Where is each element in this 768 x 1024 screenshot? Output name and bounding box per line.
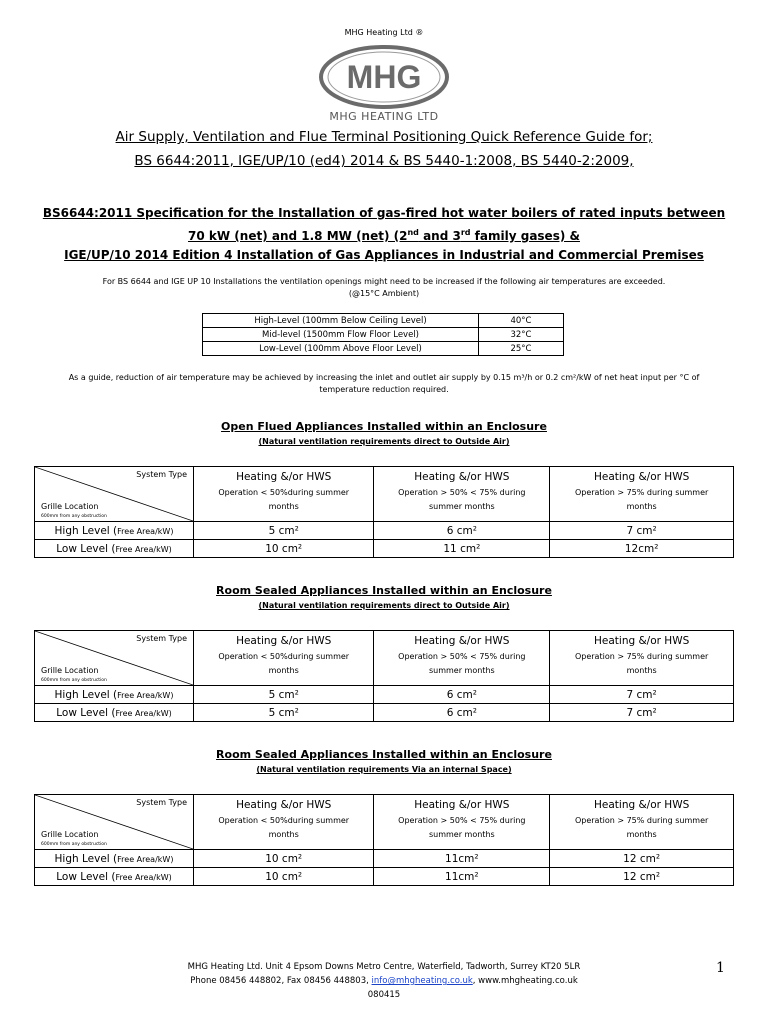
- column-header: Heating &/or HWS Operation > 75% during summer months: [550, 631, 734, 686]
- ventilation-table: [34, 630, 734, 722]
- table-row: [35, 704, 734, 722]
- table-row: [203, 314, 564, 328]
- obstruction-note: 600mm from any obstruction: [41, 514, 107, 519]
- temp-label: High-Level (100mm Below Ceiling Level): [203, 314, 479, 328]
- obstruction-note: 600mm from any obstruction: [41, 678, 107, 683]
- ventilation-table: [34, 466, 734, 558]
- table-row: [35, 686, 734, 704]
- table-row: [35, 868, 734, 886]
- logo-text: MHG: [346, 59, 422, 95]
- value-cell: 10 cm²: [194, 868, 374, 886]
- table-corner-cell: [35, 795, 194, 850]
- temp-label: Low-Level (100mm Above Floor Level): [203, 342, 479, 356]
- ambient-note: (@15°C Ambient): [348, 289, 420, 298]
- row-label-low: Low Level (Free Area/kW): [35, 540, 194, 558]
- value-cell: 11 cm²: [374, 540, 550, 558]
- value-cell: 11cm²: [374, 850, 550, 868]
- spec-heading: [30, 204, 738, 265]
- value-cell: 10 cm²: [194, 850, 374, 868]
- section-title: Room Sealed Appliances Installed within an Enclosure: [216, 748, 552, 761]
- spec-sup-rd: rd: [460, 228, 471, 237]
- value-cell: 6 cm²: [374, 704, 550, 722]
- table-row: [203, 328, 564, 342]
- system-type-label: System Type: [136, 634, 187, 643]
- section-subtitle: (Natural ventilation requirements direct to Outside Air): [258, 601, 510, 610]
- guide-title-line1: Air Supply, Ventilation and Flue Terminal Positioning Quick Reference Guide for;: [115, 129, 653, 145]
- air-reduction-note: [30, 372, 738, 396]
- footer-contact: Phone 08456 448802, Fax 08456 448803, info@mhgheating.co.uk, www.mhgheating.co.uk: [190, 976, 578, 986]
- spec-line1: BS6644:2011 Specification for the Installation of gas-fired hot water boilers of rated inputs between: [42, 206, 726, 220]
- value-cell: 12 cm²: [550, 868, 734, 886]
- row-label-high: High Level (Free Area/kW): [35, 686, 194, 704]
- column-header: Heating &/or HWS Operation > 50% < 75% during summer months: [374, 631, 550, 686]
- column-header: Heating &/or HWS Operation > 50% < 75% during summer months: [374, 795, 550, 850]
- section-title: Room Sealed Appliances Installed within an Enclosure: [216, 584, 552, 597]
- spec-sup-nd: nd: [407, 228, 419, 237]
- ventilation-table: [34, 794, 734, 886]
- obstruction-note: 600mm from any obstruction: [41, 842, 107, 847]
- table-row: [35, 850, 734, 868]
- value-cell: 5 cm²: [194, 704, 374, 722]
- air-reduction-line2: temperature reduction required.: [319, 385, 449, 394]
- table-header-row: [35, 467, 734, 522]
- value-cell: 7 cm²: [550, 704, 734, 722]
- footer-address: MHG Heating Ltd. Unit 4 Epsom Downs Metro Centre, Waterfield, Tadworth, Surrey KT20 5LR: [187, 962, 581, 972]
- section-title: Open Flued Appliances Installed within an Enclosure: [221, 420, 547, 433]
- column-header: Heating &/or HWS Operation < 50%during summer months: [194, 795, 374, 850]
- air-reduction-line1: As a guide, reduction of air temperature may be achieved by increasing the inlet and outlet air supply by 0.15 m³/h or 0.2 cm²/kW of net heat input per °C of: [68, 373, 700, 382]
- grille-location-label: Grille Location: [41, 502, 99, 511]
- column-header: Heating &/or HWS Operation < 50%during summer months: [194, 467, 374, 522]
- value-cell: 7 cm²: [550, 522, 734, 540]
- spec-line2-a: 70 kW (net) and 1.8 MW (net) (2: [188, 229, 408, 243]
- table-corner-cell: [35, 631, 194, 686]
- row-label-high: High Level (Free Area/kW): [35, 522, 194, 540]
- temperature-note: [30, 276, 738, 300]
- row-label-low: Low Level (Free Area/kW): [35, 868, 194, 886]
- table-row: [203, 342, 564, 356]
- value-cell: 5 cm²: [194, 686, 374, 704]
- footer-doc-code: 080415: [367, 990, 401, 1000]
- column-header: Heating &/or HWS Operation < 50%during summer months: [194, 631, 374, 686]
- website-text: , www.mhgheating.co.uk: [472, 976, 578, 986]
- spec-line2-c: family gases) &: [470, 229, 580, 243]
- system-type-label: System Type: [136, 798, 187, 807]
- value-cell: 6 cm²: [374, 686, 550, 704]
- value-cell: 6 cm²: [374, 522, 550, 540]
- row-label-low: Low Level (Free Area/kW): [35, 704, 194, 722]
- grille-location-label: Grille Location: [41, 666, 99, 675]
- section-subtitle: (Natural ventilation requirements Via an internal Space): [256, 765, 512, 774]
- table-corner-cell: [35, 467, 194, 522]
- temperature-note-text: For BS 6644 and IGE UP 10 Installations the ventilation openings might need to be increased if the following air temperatures are exceeded.: [102, 277, 666, 286]
- logo-subtitle: MHG HEATING LTD: [329, 110, 439, 123]
- table-row: [35, 522, 734, 540]
- value-cell: 5 cm²: [194, 522, 374, 540]
- value-cell: 7 cm²: [550, 686, 734, 704]
- spec-line3: IGE/UP/10 2014 Edition 4 Installation of Gas Appliances in Industrial and Commercial Premises: [64, 248, 704, 262]
- temp-label: Mid-level (1500mm Flow Floor Level): [203, 328, 479, 342]
- table-header-row: [35, 795, 734, 850]
- page-number: 1: [716, 960, 725, 976]
- page-footer: [0, 960, 768, 1002]
- temp-value: 40°C: [479, 314, 564, 328]
- value-cell: 11cm²: [374, 868, 550, 886]
- temp-value: 25°C: [479, 342, 564, 356]
- spec-line2-b: and 3: [418, 229, 461, 243]
- guide-title-line2: BS 6644:2011, IGE/UP/10 (ed4) 2014 & BS 5440-1:2008, BS 5440-2:2009,: [134, 153, 634, 169]
- column-header: Heating &/or HWS Operation > 75% during summer months: [550, 795, 734, 850]
- value-cell: 10 cm²: [194, 540, 374, 558]
- system-type-label: System Type: [136, 470, 187, 479]
- grille-location-label: Grille Location: [41, 830, 99, 839]
- value-cell: 12 cm²: [550, 850, 734, 868]
- value-cell: 12cm²: [550, 540, 734, 558]
- section-subtitle: (Natural ventilation requirements direct to Outside Air): [258, 437, 510, 446]
- email-link[interactable]: info@mhgheating.co.uk: [371, 976, 473, 986]
- temp-value: 32°C: [479, 328, 564, 342]
- table-header-row: [35, 631, 734, 686]
- temperature-table: [202, 313, 564, 356]
- column-header: Heating &/or HWS Operation > 50% < 75% during summer months: [374, 467, 550, 522]
- company-name-header: MHG Heating Ltd ®: [344, 28, 424, 37]
- column-header: Heating &/or HWS Operation > 75% during summer months: [550, 467, 734, 522]
- table-row: [35, 540, 734, 558]
- row-label-high: High Level (Free Area/kW): [35, 850, 194, 868]
